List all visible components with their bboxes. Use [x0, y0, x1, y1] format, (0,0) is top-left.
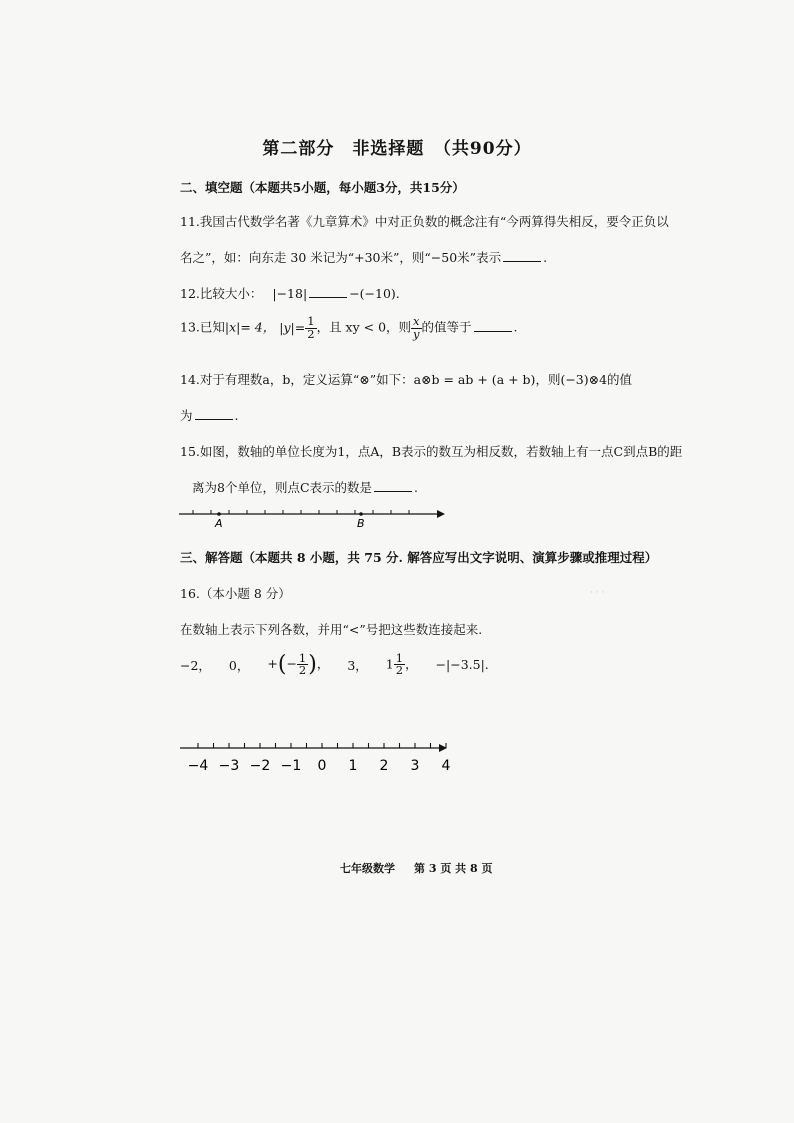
q12-answer-blank	[309, 286, 347, 298]
q16-instruction: 在数轴上表示下列各数，并用“<”号把这些数连接起来.	[180, 622, 483, 637]
footer-page-number: 第 3 页 共 8 页	[414, 862, 493, 875]
q15-line1: 15.如图，数轴的单位长度为1，点A，B表示的数互为相反数，若数轴上有一点C到点B的距	[180, 444, 683, 459]
q13-fraction-x-over-y: $\frac{x}{y}$	[413, 314, 420, 341]
point-a	[217, 512, 221, 516]
q16-number-mixed-fraction: 1 $\frac{1}{2}$ ，	[385, 650, 418, 677]
q11-answer-blank	[503, 250, 541, 262]
label-b: B	[357, 517, 365, 530]
q11-line1: 11.我国古代数学名著《九章算术》中对正负数的概念注有“今两算得失相反，要令正负以	[180, 214, 669, 229]
section-3-heading: 三、解答题（本题共 8 小题，共 75 分. 解答应写出文字说明、演算步骤或推理过程）	[180, 550, 658, 565]
q13-answer-blank	[474, 320, 512, 332]
arrow-right-icon	[437, 510, 445, 518]
exam-page: 第二部分 非选择题 （共90分） 二、填空题（本题共5小题，每小题3分，共15分） 11.我国古代数学名著《九章算术》中对正负数的概念注有“今两算得失相反，要令正负以 名之”，如：向东走 30 米记为“+30米”，则“−50米”表示 . 12.比较大小： |−18| −(−10). 13.已知|x|= 4， |y|= $\frac{1}{2}$ ，且 xy < 0，则 $\frac{x}{y}$ 的值等于 . 14.对于有理数a，b，定义运算“⊗”如下：a⊗b = ab + (a + b)，则(−3)⊗4的值 为 . 15.如图，数轴的单位长度为1，点A，B表示的数互为相反数，若数轴上有一点C到点B的距 离为8个单位，则点C表示的数是 . A B 三、解答题（本题共 8 小题，共 75 分. 解答应写出文字说明、演算步骤或推理过程） 16.（本小题 8 分） 在数轴上表示下列各数，并用“<”号把这些数连接起来. −2， 0， +(− $\frac{1}{2}$ )， 3， 1 $\frac{1}{2}$ ， −|−3.5|. −4 −3 −2 −1 0 1 2 3 4 · · · 七年级数学 第 3 页 共 8 页	[0, 0, 794, 1123]
footer-subject: 七年级数学	[340, 862, 395, 875]
tick-label: −1	[280, 758, 302, 774]
q16-tick-labels	[188, 758, 451, 774]
q13: 13.已知|x|= 4， |y|= $\frac{1}{2}$ ，且 xy < 0，则 $\frac{x}{y}$ 的值等于 .	[180, 314, 518, 341]
tick-label: 0	[317, 758, 327, 774]
q14-line1: 14.对于有理数a，b，定义运算“⊗”如下：a⊗b = ab + (a + b)，则(−3)⊗4的值	[180, 372, 633, 387]
q13-fraction-half: $\frac{1}{2}$	[307, 314, 315, 341]
point-b	[359, 512, 363, 516]
q16-ticks	[198, 743, 446, 748]
q15-answer-blank	[374, 480, 412, 492]
q16-number-list: −2， 0， +(− $\frac{1}{2}$ )， 3， 1 $\frac{1}{2}$ ， −|−3.5|.	[180, 650, 489, 677]
q14-answer-blank	[195, 408, 233, 420]
tick-label: −3	[218, 758, 240, 774]
tick-label: 4	[441, 758, 451, 774]
section-2-heading: 二、填空题（本题共5小题，每小题3分，共15分）	[180, 180, 465, 195]
q11-line2: 名之”，如：向东走 30 米记为“+30米”，则“−50米”表示 .	[180, 250, 548, 265]
q14-line2: 为 .	[180, 408, 239, 423]
q15-number-line	[175, 504, 445, 530]
q16-header: 16.（本小题 8 分）	[180, 586, 291, 601]
tick-label: −4	[187, 758, 209, 774]
tick-label: 1	[348, 758, 358, 774]
q12: 12.比较大小： |−18| −(−10).	[180, 286, 400, 301]
tick-label: 3	[410, 758, 420, 774]
page-title: 第二部分 非选择题 （共90分）	[262, 139, 532, 159]
q16-number-plus-neg-half: +(− $\frac{1}{2}$ )，	[267, 650, 330, 677]
tick-label: −2	[249, 758, 271, 774]
label-a: A	[215, 517, 223, 530]
q15-line2: 离为8个单位，则点C表示的数是 .	[192, 480, 419, 495]
tick-label: 2	[379, 758, 389, 774]
q16-number-line	[178, 738, 451, 778]
